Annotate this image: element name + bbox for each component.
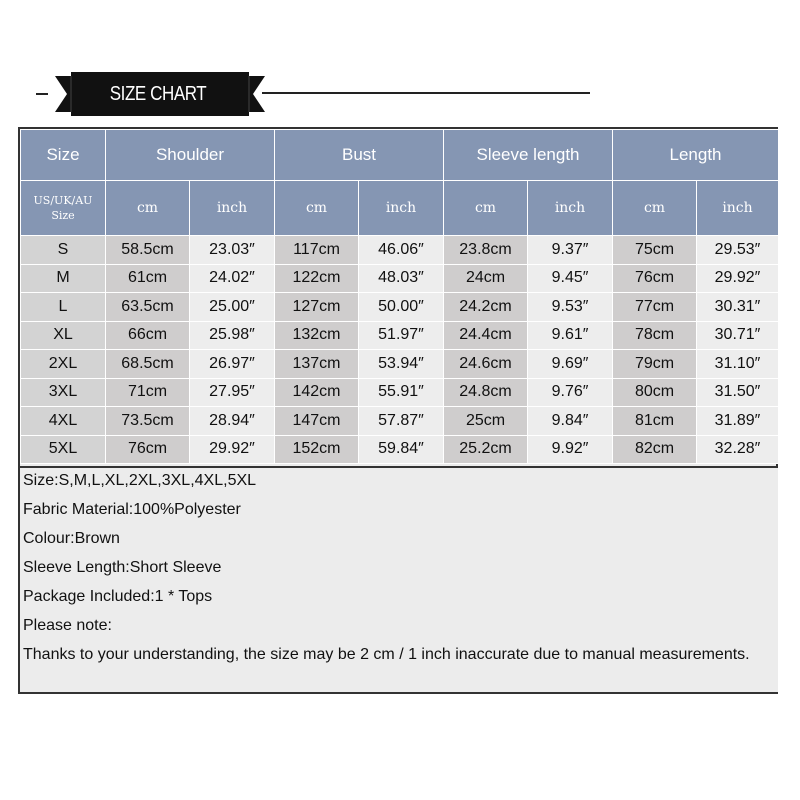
cell-length-cm: 81cm [613,407,697,436]
cell-length-inch: 31.89″ [697,407,779,436]
table-row [21,378,779,407]
cell-length-inch: 31.10″ [697,350,779,379]
cell-sleeve-inch: 9.45″ [528,264,613,293]
cell-shoulder-cm: 66cm [106,321,190,350]
cell-length-cm: 79cm [613,350,697,379]
unit-inch: inch [528,181,613,236]
banner-dash [36,93,48,95]
cell-sleeve-inch: 9.37″ [528,236,613,265]
cell-bust-cm: 137cm [275,350,359,379]
cell-length-cm: 75cm [613,236,697,265]
cell-length-inch: 32.28″ [697,435,779,464]
cell-size: 5XL [21,435,106,464]
cell-bust-inch: 59.84″ [359,435,444,464]
cell-bust-inch: 51.97″ [359,321,444,350]
cell-sleeve-cm: 25cm [444,407,528,436]
cell-length-inch: 30.71″ [697,321,779,350]
cell-length-inch: 29.53″ [697,236,779,265]
cell-shoulder-inch: 26.97″ [190,350,275,379]
cell-bust-inch: 50.00″ [359,293,444,322]
table-row [21,350,779,379]
cell-sleeve-inch: 9.92″ [528,435,613,464]
size-rows [21,236,779,464]
region-label: US/UK/AU [33,194,93,207]
cell-sleeve-cm: 24.8cm [444,378,528,407]
cell-bust-cm: 142cm [275,378,359,407]
cell-sleeve-cm: 24.2cm [444,293,528,322]
note-thanks: Thanks to your understanding, the size may be 2 cm / 1 inch inaccurate due to manual measurements. [23,646,750,663]
cell-shoulder-cm: 68.5cm [106,350,190,379]
cell-bust-inch: 55.91″ [359,378,444,407]
cell-length-inch: 30.31″ [697,293,779,322]
region-size-header [21,181,106,236]
cell-shoulder-inch: 28.94″ [190,407,275,436]
cell-length-inch: 31.50″ [697,378,779,407]
header-bust: Bust [275,130,444,181]
cell-size: 4XL [21,407,106,436]
cell-length-cm: 82cm [613,435,697,464]
table-row [21,407,779,436]
cell-length-cm: 80cm [613,378,697,407]
size-chart-banner [0,70,800,118]
cell-shoulder-inch: 24.02″ [190,264,275,293]
cell-sleeve-cm: 24cm [444,264,528,293]
cell-length-cm: 77cm [613,293,697,322]
banner-title: SIZE CHART [109,83,207,105]
table-row [21,435,779,464]
cell-size: M [21,264,106,293]
cell-size: S [21,236,106,265]
cell-length-cm: 78cm [613,321,697,350]
cell-sleeve-inch: 9.53″ [528,293,613,322]
cell-bust-cm: 147cm [275,407,359,436]
unit-cm: cm [275,181,359,236]
unit-row [21,181,779,236]
cell-sleeve-inch: 9.61″ [528,321,613,350]
cell-sleeve-inch: 9.69″ [528,350,613,379]
unit-inch: inch [697,181,779,236]
table-row [21,321,779,350]
cell-sleeve-cm: 24.6cm [444,350,528,379]
cell-shoulder-inch: 23.03″ [190,236,275,265]
table-row [21,236,779,265]
cell-size: 2XL [21,350,106,379]
unit-inch: inch [359,181,444,236]
note-please: Please note: [23,617,112,634]
header-sleeve-length: Sleeve length [444,130,613,181]
table-row [21,293,779,322]
cell-sleeve-cm: 23.8cm [444,236,528,265]
cell-shoulder-cm: 73.5cm [106,407,190,436]
size-table [20,129,779,464]
cell-sleeve-cm: 24.4cm [444,321,528,350]
cell-shoulder-cm: 58.5cm [106,236,190,265]
cell-bust-inch: 57.87″ [359,407,444,436]
note-fabric: Fabric Material:100%Polyester [23,501,241,518]
product-notes [20,466,778,692]
cell-length-cm: 76cm [613,264,697,293]
cell-bust-inch: 53.94″ [359,350,444,379]
cell-size: XL [21,321,106,350]
cell-shoulder-inch: 25.00″ [190,293,275,322]
note-colour: Colour:Brown [23,530,120,547]
header-size: Size [21,130,106,181]
cell-bust-cm: 117cm [275,236,359,265]
cell-shoulder-cm: 71cm [106,378,190,407]
header-row [21,130,779,181]
cell-bust-cm: 152cm [275,435,359,464]
unit-inch: inch [190,181,275,236]
cell-size: 3XL [21,378,106,407]
unit-cm: cm [613,181,697,236]
region-size-label: Size [51,209,75,222]
cell-shoulder-inch: 27.95″ [190,378,275,407]
unit-cm: cm [444,181,528,236]
cell-shoulder-cm: 63.5cm [106,293,190,322]
cell-length-inch: 29.92″ [697,264,779,293]
cell-shoulder-cm: 61cm [106,264,190,293]
cell-bust-cm: 132cm [275,321,359,350]
cell-sleeve-cm: 25.2cm [444,435,528,464]
note-sleeve: Sleeve Length:Short Sleeve [23,559,222,576]
unit-cm: cm [106,181,190,236]
banner-rule [262,92,590,94]
header-length: Length [613,130,779,181]
cell-shoulder-cm: 76cm [106,435,190,464]
note-package: Package Included:1 * Tops [23,588,213,605]
cell-bust-inch: 48.03″ [359,264,444,293]
cell-sleeve-inch: 9.84″ [528,407,613,436]
cell-bust-cm: 122cm [275,264,359,293]
header-shoulder: Shoulder [106,130,275,181]
cell-size: L [21,293,106,322]
cell-bust-cm: 127cm [275,293,359,322]
cell-sleeve-inch: 9.76″ [528,378,613,407]
cell-shoulder-inch: 25.98″ [190,321,275,350]
table-row [21,264,779,293]
cell-shoulder-inch: 29.92″ [190,435,275,464]
cell-bust-inch: 46.06″ [359,236,444,265]
note-sizes: Size:S,M,L,XL,2XL,3XL,4XL,5XL [23,472,257,489]
